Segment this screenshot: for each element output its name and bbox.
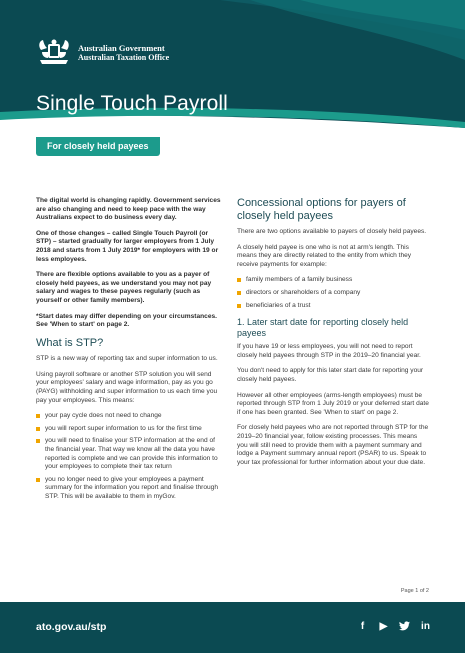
stp-definition: STP is a new way of reporting tax and super information to us.	[36, 355, 218, 363]
subtitle-tab: For closely held payees	[36, 137, 160, 156]
two-options-paragraph: There are two options available to payers of closely held payees.	[237, 228, 427, 235]
flexible-options-paragraph: There are flexible options available to you as a payer of closely held payees, as we understand you may not pay salary and wages to these payees regularly (such as yourself or other family members).	[36, 271, 212, 304]
list-item: family members of a family business	[237, 276, 429, 285]
left-column	[36, 197, 222, 509]
footer-bar	[0, 602, 465, 653]
stp-start-paragraph: One of those changes – called Single Touch Payroll (or STP) – started gradually for larger employers from 1 July 2018 and starts from 1 July 2019* for employers with 19 or less employees.	[36, 229, 219, 263]
later-start-paragraph: If you have 19 or less employees, you will not need to report closely held payees through STP in the 2019–20 financial year.	[237, 343, 421, 359]
page-title: Single Touch Payroll	[36, 92, 228, 115]
concessional-options-heading: Concessional options for payers of closely held payees	[237, 197, 406, 222]
later-start-date-subheading: 1. Later start date for reporting closely held payees	[237, 317, 409, 338]
right-column	[237, 197, 429, 474]
other-employees-paragraph: However all other employees (arms-length employees) must be reported through STP from 1 July 2019 or your deferred start date if one has been granted. See 'When to start' on page 2.	[237, 391, 429, 416]
stp-means-list	[36, 412, 222, 501]
existing-processes-paragraph: For closely held payees who are not reported through STP for the 2019–20 financial year, follow existing processes. This means you will still need to provide them with a payment summary and lodge a Payment summary annual report (PSAR) to us. Speak to your tax professional for further information about your due date.	[237, 424, 429, 466]
list-item: directors or shareholders of a company	[237, 289, 429, 298]
twitter-icon[interactable]	[399, 621, 410, 634]
no-apply-paragraph: You don't need to apply for this later start date for reporting your closely held payees.	[237, 367, 424, 383]
page-number: Page 1 of 2	[400, 588, 429, 594]
header-banner	[0, 0, 465, 136]
what-is-stp-heading: What is STP?	[36, 336, 104, 349]
list-item: beneficiaries of a trust	[237, 302, 429, 311]
org-name-line2: Australian Taxation Office	[78, 53, 170, 63]
coat-of-arms-icon	[36, 38, 72, 68]
facebook-icon[interactable]: f	[360, 621, 365, 632]
payroll-software-paragraph: Using payroll software or another STP solution you will send your employees' salary and wage information, pay as you go (PAYG) withholding and super information to us each time you pay your employees. This means:	[36, 370, 218, 404]
list-item: your pay cycle does not need to change	[36, 412, 222, 421]
linkedin-icon[interactable]: in	[421, 621, 430, 632]
start-dates-note: *Start dates may differ depending on your circumstances. See 'When to start' on page 2.	[36, 312, 218, 329]
social-links	[357, 621, 431, 634]
youtube-icon[interactable]: ▶	[379, 621, 388, 632]
footer-url-link[interactable]: ato.gov.au/stp	[36, 621, 107, 633]
payee-examples-list	[237, 276, 429, 310]
intro-paragraph: The digital world is changing rapidly. Government services are also changing and need to keep pace with the way Australians expect to do business every day.	[36, 197, 221, 222]
list-item: you will report super information to us for the first time	[36, 425, 222, 434]
closely-held-definition: A closely held payee is one who is not at arm's length. This means they are directly related to the entity from which they receive payments for example:	[237, 243, 412, 268]
list-item: you will need to finalise your STP information at the end of the financial year. That way we know all the data you have reported is complete and we can provide this information to your employees to complete their tax return	[36, 437, 222, 471]
org-name-line1: Australian Government	[78, 42, 165, 53]
list-item: you no longer need to give your employees a payment summary for the information you report and finalise through STP. This will be available to them in myGov.	[36, 476, 222, 502]
ato-logo	[36, 38, 169, 68]
